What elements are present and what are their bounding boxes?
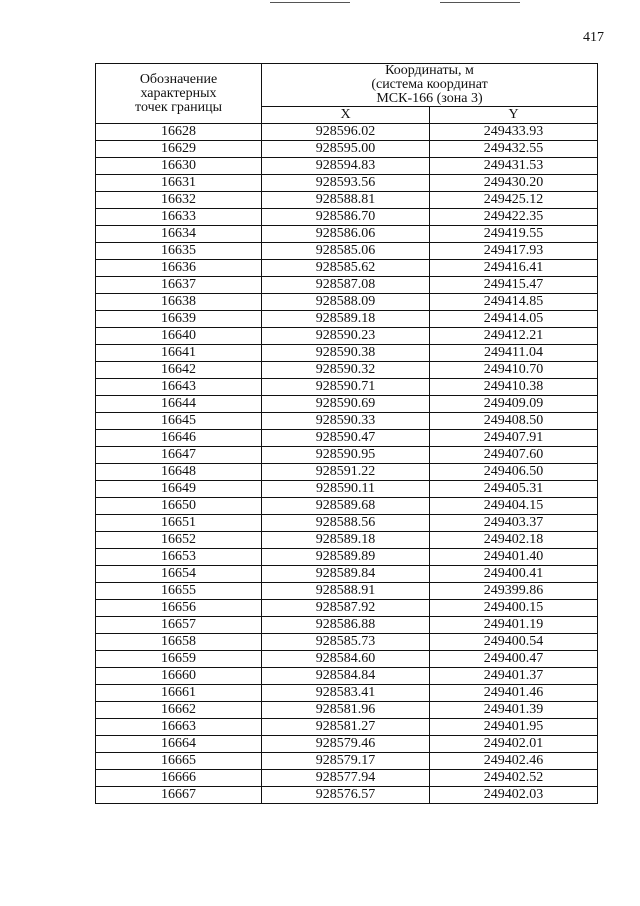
table-row: [96, 481, 598, 498]
point-id-cell: 16666: [96, 770, 262, 787]
y-coordinate-cell: 249402.46: [430, 753, 598, 770]
point-id-cell: 16631: [96, 175, 262, 192]
table-row: [96, 617, 598, 634]
table-row: [96, 141, 598, 158]
page-number: 417: [583, 30, 604, 45]
point-id-cell: 16662: [96, 702, 262, 719]
y-coordinate-cell: 249407.91: [430, 430, 598, 447]
y-coordinate-cell: 249402.18: [430, 532, 598, 549]
y-coordinate-cell: 249400.47: [430, 651, 598, 668]
point-id-cell: 16645: [96, 413, 262, 430]
table-row: [96, 685, 598, 702]
point-designation-header: [96, 64, 262, 124]
x-coordinate-cell: 928584.84: [262, 668, 430, 685]
table-row: [96, 260, 598, 277]
x-coordinate-cell: 928593.56: [262, 175, 430, 192]
point-id-cell: 16639: [96, 311, 262, 328]
y-coordinate-cell: 249412.21: [430, 328, 598, 345]
table-row: [96, 209, 598, 226]
x-coordinate-cell: 928586.88: [262, 617, 430, 634]
y-coordinate-cell: 249408.50: [430, 413, 598, 430]
table-row: [96, 294, 598, 311]
table-row: [96, 413, 598, 430]
table-row: [96, 447, 598, 464]
top-rule-left: [270, 2, 350, 3]
coords-header-line: Координаты, м: [385, 63, 474, 78]
table-row: [96, 702, 598, 719]
point-id-cell: 16638: [96, 294, 262, 311]
y-coordinate-cell: 249401.39: [430, 702, 598, 719]
y-coordinate-cell: 249410.70: [430, 362, 598, 379]
table-row: [96, 668, 598, 685]
point-id-cell: 16657: [96, 617, 262, 634]
point-id-cell: 16653: [96, 549, 262, 566]
table-row: [96, 362, 598, 379]
x-coordinate-cell: 928585.73: [262, 634, 430, 651]
x-coordinate-cell: 928590.38: [262, 345, 430, 362]
point-id-cell: 16655: [96, 583, 262, 600]
table-row: [96, 243, 598, 260]
coords-header-line: (система координат: [371, 77, 488, 92]
point-id-cell: 16661: [96, 685, 262, 702]
x-coordinate-cell: 928587.92: [262, 600, 430, 617]
point-id-cell: 16648: [96, 464, 262, 481]
x-coordinate-cell: 928584.60: [262, 651, 430, 668]
x-coordinate-cell: 928587.08: [262, 277, 430, 294]
point-id-cell: 16664: [96, 736, 262, 753]
point-id-cell: 16649: [96, 481, 262, 498]
point-id-cell: 16647: [96, 447, 262, 464]
point-id-cell: 16643: [96, 379, 262, 396]
y-coordinate-cell: 249411.04: [430, 345, 598, 362]
point-id-cell: 16635: [96, 243, 262, 260]
top-rule-right: [440, 2, 520, 3]
y-coordinate-cell: 249400.15: [430, 600, 598, 617]
y-coordinate-cell: 249431.53: [430, 158, 598, 175]
point-id-cell: 16632: [96, 192, 262, 209]
x-coordinate-cell: 928585.62: [262, 260, 430, 277]
table-row: [96, 158, 598, 175]
table-row: [96, 396, 598, 413]
point-id-cell: 16642: [96, 362, 262, 379]
coordinates-group-header: [262, 64, 598, 107]
y-coordinate-cell: 249402.03: [430, 787, 598, 804]
table-row: [96, 583, 598, 600]
table-row: [96, 600, 598, 617]
y-coordinate-cell: 249404.15: [430, 498, 598, 515]
point-id-cell: 16660: [96, 668, 262, 685]
y-coordinate-cell: 249432.55: [430, 141, 598, 158]
x-coordinate-cell: 928579.17: [262, 753, 430, 770]
x-coordinate-cell: 928586.06: [262, 226, 430, 243]
x-coordinate-cell: 928586.70: [262, 209, 430, 226]
y-column-header: Y: [430, 107, 598, 124]
table-row: [96, 753, 598, 770]
table-row: [96, 532, 598, 549]
table-row: [96, 430, 598, 447]
table-row: [96, 277, 598, 294]
point-id-cell: 16659: [96, 651, 262, 668]
y-coordinate-cell: 249401.19: [430, 617, 598, 634]
y-coordinate-cell: 249401.40: [430, 549, 598, 566]
table-row: [96, 192, 598, 209]
point-id-cell: 16663: [96, 719, 262, 736]
x-coordinate-cell: 928590.33: [262, 413, 430, 430]
y-coordinate-cell: 249416.41: [430, 260, 598, 277]
table-row: [96, 549, 598, 566]
point-id-cell: 16651: [96, 515, 262, 532]
y-coordinate-cell: 249400.54: [430, 634, 598, 651]
table-row: [96, 328, 598, 345]
point-header-line: точек границы: [135, 99, 222, 115]
x-coordinate-cell: 928596.02: [262, 124, 430, 141]
x-column-header: X: [262, 107, 430, 124]
point-id-cell: 16646: [96, 430, 262, 447]
y-coordinate-cell: 249414.05: [430, 311, 598, 328]
table-body: [96, 124, 598, 804]
table-row: [96, 345, 598, 362]
y-coordinate-cell: 249401.46: [430, 685, 598, 702]
table-row: [96, 464, 598, 481]
y-coordinate-cell: 249400.41: [430, 566, 598, 583]
x-coordinate-cell: 928588.81: [262, 192, 430, 209]
table-row: [96, 379, 598, 396]
y-coordinate-cell: 249409.09: [430, 396, 598, 413]
table-row: [96, 311, 598, 328]
x-coordinate-cell: 928577.94: [262, 770, 430, 787]
x-coordinate-cell: 928594.83: [262, 158, 430, 175]
table-row: [96, 566, 598, 583]
y-coordinate-cell: 249410.38: [430, 379, 598, 396]
x-coordinate-cell: 928589.89: [262, 549, 430, 566]
x-coordinate-cell: 928590.32: [262, 362, 430, 379]
table-row: [96, 651, 598, 668]
point-header-line: Обозначение: [139, 71, 218, 87]
x-coordinate-cell: 928585.06: [262, 243, 430, 260]
point-id-cell: 16667: [96, 787, 262, 804]
table-row: [96, 498, 598, 515]
point-id-cell: 16665: [96, 753, 262, 770]
y-coordinate-cell: 249419.55: [430, 226, 598, 243]
y-coordinate-cell: 249402.52: [430, 770, 598, 787]
y-coordinate-cell: 249406.50: [430, 464, 598, 481]
point-id-cell: 16658: [96, 634, 262, 651]
x-coordinate-cell: 928589.68: [262, 498, 430, 515]
x-coordinate-cell: 928583.41: [262, 685, 430, 702]
coordinates-table: [95, 63, 598, 804]
y-coordinate-cell: 249403.37: [430, 515, 598, 532]
x-coordinate-cell: 928589.18: [262, 311, 430, 328]
y-coordinate-cell: 249422.35: [430, 209, 598, 226]
x-coordinate-cell: 928591.22: [262, 464, 430, 481]
x-coordinate-cell: 928589.18: [262, 532, 430, 549]
table-row: [96, 719, 598, 736]
y-coordinate-cell: 249433.93: [430, 124, 598, 141]
point-id-cell: 16636: [96, 260, 262, 277]
table-row: [96, 124, 598, 141]
point-id-cell: 16628: [96, 124, 262, 141]
y-coordinate-cell: 249407.60: [430, 447, 598, 464]
y-coordinate-cell: 249430.20: [430, 175, 598, 192]
table-row: [96, 770, 598, 787]
point-id-cell: 16644: [96, 396, 262, 413]
x-coordinate-cell: 928595.00: [262, 141, 430, 158]
table-row: [96, 515, 598, 532]
table-row: [96, 736, 598, 753]
table-row: [96, 787, 598, 804]
point-id-cell: 16654: [96, 566, 262, 583]
y-coordinate-cell: 249405.31: [430, 481, 598, 498]
x-coordinate-cell: 928590.95: [262, 447, 430, 464]
point-id-cell: 16637: [96, 277, 262, 294]
point-id-cell: 16650: [96, 498, 262, 515]
point-id-cell: 16629: [96, 141, 262, 158]
x-coordinate-cell: 928588.56: [262, 515, 430, 532]
y-coordinate-cell: 249401.95: [430, 719, 598, 736]
x-coordinate-cell: 928590.11: [262, 481, 430, 498]
x-coordinate-cell: 928590.71: [262, 379, 430, 396]
x-coordinate-cell: 928590.23: [262, 328, 430, 345]
table-row: [96, 175, 598, 192]
x-coordinate-cell: 928588.91: [262, 583, 430, 600]
x-coordinate-cell: 928581.96: [262, 702, 430, 719]
point-id-cell: 16634: [96, 226, 262, 243]
y-coordinate-cell: 249425.12: [430, 192, 598, 209]
point-id-cell: 16640: [96, 328, 262, 345]
x-coordinate-cell: 928576.57: [262, 787, 430, 804]
y-coordinate-cell: 249415.47: [430, 277, 598, 294]
y-coordinate-cell: 249417.93: [430, 243, 598, 260]
y-coordinate-cell: 249399.86: [430, 583, 598, 600]
point-id-cell: 16630: [96, 158, 262, 175]
x-coordinate-cell: 928579.46: [262, 736, 430, 753]
x-coordinate-cell: 928589.84: [262, 566, 430, 583]
point-id-cell: 16652: [96, 532, 262, 549]
point-id-cell: 16633: [96, 209, 262, 226]
x-coordinate-cell: 928588.09: [262, 294, 430, 311]
point-id-cell: 16656: [96, 600, 262, 617]
y-coordinate-cell: 249402.01: [430, 736, 598, 753]
coords-header-line: МСК-166 (зона 3): [376, 91, 483, 106]
table-row: [96, 634, 598, 651]
y-coordinate-cell: 249401.37: [430, 668, 598, 685]
y-coordinate-cell: 249414.85: [430, 294, 598, 311]
x-coordinate-cell: 928581.27: [262, 719, 430, 736]
x-coordinate-cell: 928590.69: [262, 396, 430, 413]
table-row: [96, 226, 598, 243]
x-coordinate-cell: 928590.47: [262, 430, 430, 447]
point-header-line: характерных: [140, 85, 217, 101]
point-id-cell: 16641: [96, 345, 262, 362]
